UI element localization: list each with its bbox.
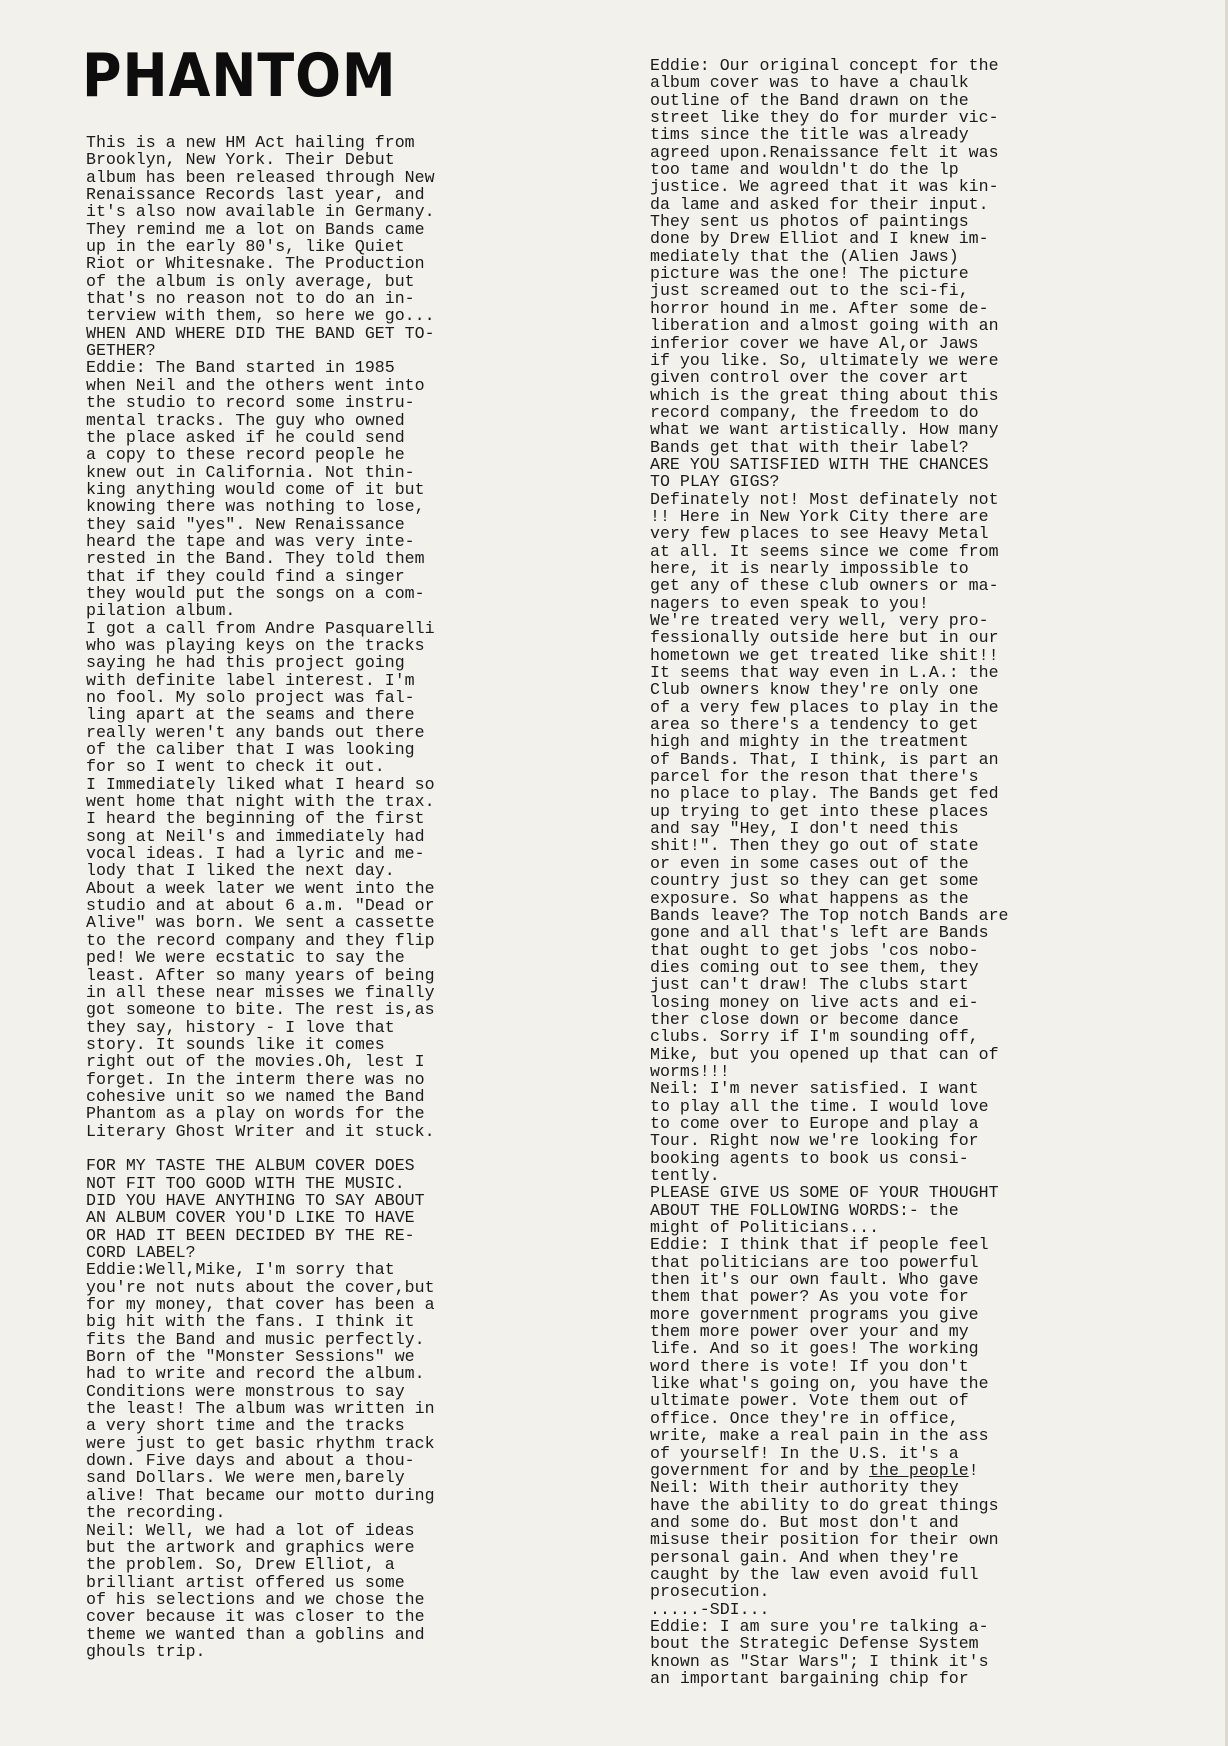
text-line: Eddie:Well,Mike, I'm sorry that <box>86 1260 395 1280</box>
text-line: shit!". Then they go out of state <box>650 836 979 856</box>
text-line: that if they could find a singer <box>86 566 405 586</box>
text-line: prosecution. <box>650 1582 770 1602</box>
text-line: CORD LABEL? <box>86 1243 196 1262</box>
text-line: DID YOU HAVE ANYTHING TO SAY ABOUT <box>86 1190 425 1210</box>
text-line: of yourself! In the U.S. it's a <box>650 1443 959 1463</box>
text-line: theme we wanted than a goblins and <box>86 1624 425 1644</box>
text-line: or even in some cases out of the <box>650 853 969 873</box>
text-line: pilation album. <box>86 601 236 621</box>
text-line: ultimate power. Vote them out of <box>650 1391 969 1411</box>
text-line: knew out in California. Not thin- <box>86 462 415 482</box>
text-line: had to write and record the album. <box>86 1364 425 1384</box>
text-line: the place asked if he could send <box>86 427 405 447</box>
text-line: at all. It seems since we come from <box>650 541 999 561</box>
text-line: Brooklyn, New York. Their Debut <box>86 150 395 170</box>
text-line: lody that I liked the next day. <box>86 861 395 881</box>
text-line: just can't draw! The clubs start <box>650 975 969 995</box>
text-line: album cover was to have a chaulk <box>650 73 969 93</box>
text-line: given control over the cover art <box>650 368 969 388</box>
text-line: clubs. Sorry if I'm sounding off, <box>650 1027 979 1047</box>
text-line: what we want artistically. How many <box>650 420 999 440</box>
text-line: for my money, that cover has been a <box>86 1295 435 1315</box>
text-line: worms!!! <box>650 1061 730 1081</box>
text-line: da lame and asked for their input. <box>650 194 989 214</box>
text-line: This is a new HM Act hailing from <box>86 133 415 152</box>
text-line: outline of the Band drawn on the <box>650 90 969 110</box>
text-line: TO PLAY GIGS? <box>650 472 780 492</box>
left-column <box>86 134 486 1660</box>
text-line: .....-SDI... <box>650 1599 770 1619</box>
text-line: booking agents to book us consi- <box>650 1148 969 1168</box>
text-line: terview with them, so here we go... <box>86 306 435 326</box>
text-line: !! Here in New York City there are <box>650 506 989 526</box>
text-line: Riot or Whitesnake. The Production <box>86 254 425 274</box>
text-line: Neil: With their authority they <box>650 1478 959 1498</box>
text-line: down. Five days and about a thou- <box>86 1451 415 1471</box>
text-line: dies coming out to see them, they <box>650 957 979 977</box>
text-line: big hit with the fans. I think it <box>86 1312 415 1332</box>
text-line: of the caliber that I was looking <box>86 740 415 760</box>
text-line: king anything would come of it but <box>86 479 425 499</box>
text-line: It seems that way even in L.A.: the <box>650 663 999 683</box>
text-line: Bands get that with their label? <box>650 437 969 457</box>
text-line: album has been released through New <box>86 167 435 187</box>
text-line: Eddie: I am sure you're talking a- <box>650 1616 989 1636</box>
text-line: parcel for the reson that there's <box>650 767 979 787</box>
text-line: justice. We agreed that it was kin- <box>650 177 999 197</box>
text-line: might of Politicians... <box>650 1218 880 1238</box>
text-line: they said "yes". New Renaissance <box>86 514 405 534</box>
text-line: no fool. My solo project was fal- <box>86 688 415 707</box>
text-line: tently. <box>650 1166 720 1185</box>
text-line: sand Dollars. We were men,barely <box>86 1468 405 1488</box>
text-line: saying he had this project going <box>86 653 405 673</box>
text-line: street like they do for murder vic- <box>650 108 999 128</box>
text-line: nagers to even speak to you! <box>650 593 929 613</box>
text-line: AN ALBUM COVER YOU'D LIKE TO HAVE <box>86 1208 415 1228</box>
text-line: I heard the beginning of the first <box>86 809 425 829</box>
text-line: really weren't any bands out there <box>86 722 425 742</box>
text-line: of his selections and we chose the <box>86 1589 425 1609</box>
text-line: with definite label interest. I'm <box>86 670 415 690</box>
text-line: if you like. So, ultimately we were <box>650 350 999 370</box>
text-line: story. It sounds like it comes <box>86 1034 385 1054</box>
text-line: mediately that the (Alien Jaws) <box>650 246 959 266</box>
text-line: up trying to get into these places <box>650 801 989 821</box>
text-line: Mike, but you opened up that can of <box>650 1044 999 1064</box>
text-line: the problem. So, Drew Elliot, a <box>86 1555 395 1575</box>
text-line: right out of the movies.Oh, lest I <box>86 1052 425 1072</box>
text-line: which is the great thing about this <box>650 385 999 405</box>
text-line: caught by the law even avoid full <box>650 1564 979 1584</box>
text-line: the least! The album was written in <box>86 1399 435 1419</box>
text-line: the recording. <box>86 1503 226 1523</box>
text-line: GETHER? <box>86 341 156 361</box>
text-line: a very short time and the tracks <box>86 1416 405 1436</box>
text-line: WHEN AND WHERE DID THE BAND GET TO- <box>86 323 435 343</box>
text-line: song at Neil's and immediately had <box>86 826 425 846</box>
text-line: ped! We were ecstatic to say the <box>86 948 405 968</box>
text-line: you're not nuts about the cover,but <box>86 1277 435 1297</box>
text-line: Alive" was born. We sent a cassette <box>86 913 435 933</box>
text-line: very few places to see Heavy Metal <box>650 524 989 544</box>
text-line: Eddie: I think that if people feel <box>650 1235 989 1255</box>
text-line: ARE YOU SATISFIED WITH THE CHANCES <box>650 454 989 474</box>
text-line: they would put the songs on a com- <box>86 583 425 603</box>
text-line: but the artwork and graphics were <box>86 1537 415 1557</box>
text-line: to play all the time. I would love <box>650 1096 989 1116</box>
text-line: the studio to record some instru- <box>86 393 415 413</box>
text-line: alive! That became our motto during <box>86 1485 435 1505</box>
text-line: liberation and almost going with an <box>650 316 999 336</box>
text-line: of the album is only average, but <box>86 271 415 291</box>
text-line: a copy to these record people he <box>86 445 405 465</box>
text-line: Neil: I'm never satisfied. I want <box>650 1079 979 1099</box>
text-line: Phantom as a play on words for the <box>86 1104 425 1124</box>
text-line: too tame and wouldn't do the lp <box>650 160 959 180</box>
text-line: About a week later we went into the <box>86 878 435 898</box>
text-line: Born of the "Monster Sessions" we <box>86 1347 415 1367</box>
text-line: NOT FIT TOO GOOD WITH THE MUSIC. <box>86 1173 405 1193</box>
text-line: got someone to bite. The rest is,as <box>86 1000 435 1020</box>
text-line: to the record company and they flip <box>86 930 435 950</box>
text-line: ling apart at the seams and there <box>86 705 415 725</box>
text-line: country just so they can get some <box>650 871 979 891</box>
text-line: done by Drew Elliot and I knew im- <box>650 229 989 249</box>
text-line: cover because it was closer to the <box>86 1607 425 1627</box>
text-line: mental tracks. The guy who owned <box>86 410 405 430</box>
text-line: Literary Ghost Writer and it stuck. <box>86 1121 435 1141</box>
text-line: ghouls trip. <box>86 1641 206 1661</box>
text-line: Neil: Well, we had a lot of ideas <box>86 1520 415 1540</box>
text-line: inferior cover we have Al,or Jaws <box>650 333 979 353</box>
text-line: They remind me a lot on Bands came <box>86 219 425 239</box>
text-line: forget. In the interm there was no <box>86 1069 425 1089</box>
text-line: like what's going on, you have the <box>650 1374 989 1394</box>
text-line: up in the early 80's, like Quiet <box>86 237 405 257</box>
text-line: Renaissance Records last year, and <box>86 185 425 205</box>
text-line: who was playing keys on the tracks <box>86 635 425 655</box>
text-line: just screamed out to the sci-fi, <box>650 281 969 301</box>
text-line: area so there's a tendency to get <box>650 715 979 735</box>
text-line: agreed upon.Renaissance felt it was <box>650 142 999 162</box>
text-line: heard the tape and was very inte- <box>86 531 415 551</box>
text-line: of Bands. That, I think, is part an <box>650 749 999 769</box>
text-line: it's also now available in Germany. <box>86 202 435 222</box>
text-line: they say, history - I love that <box>86 1017 395 1037</box>
text-line: more government programs you give <box>650 1304 979 1324</box>
text-line: government for and by the people! <box>650 1460 979 1480</box>
text-line: FOR MY TASTE THE ALBUM COVER DOES <box>86 1156 415 1176</box>
text-line: Conditions were monstrous to say <box>86 1381 405 1401</box>
text-line: cohesive unit so we named the Band <box>86 1086 425 1106</box>
text-line: for so I went to check it out. <box>86 757 385 777</box>
text-line: They sent us photos of paintings <box>650 212 969 232</box>
text-line: word there is vote! If you don't <box>650 1356 969 1376</box>
text-line: that ought to get jobs 'cos nobo- <box>650 940 979 960</box>
text-line: Club owners know they're only one <box>650 680 979 700</box>
text-line: of a very few places to play in the <box>650 697 999 717</box>
text-line: here, it is nearly impossible to <box>650 558 969 578</box>
text-line: high and mighty in the treatment <box>650 732 969 752</box>
text-line: hometown we get treated like shit!! <box>650 645 999 665</box>
text-line: personal gain. And when they're <box>650 1547 959 1567</box>
text-line: fits the Band and music perfectly. <box>86 1329 425 1349</box>
text-line: no place to play. The Bands get fed <box>650 784 999 804</box>
text-line: Definately not! Most definately not <box>650 489 999 509</box>
right-column <box>650 57 1050 1687</box>
text-line: horror hound in me. After some de- <box>650 298 989 318</box>
text-line: when Neil and the others went into <box>86 375 425 395</box>
text-line: office. Once they're in office, <box>650 1408 959 1428</box>
text-line: knowing there was nothing to lose, <box>86 497 425 517</box>
text-line: them that power? As you vote for <box>650 1287 969 1307</box>
text-line: bout the Strategic Defense System <box>650 1634 979 1654</box>
text-line: I Immediately liked what I heard so <box>86 774 435 794</box>
text-line: picture was the one! The picture <box>650 264 969 284</box>
text-line: tims since the title was already <box>650 125 969 145</box>
text-line: rested in the Band. They told them <box>86 549 425 569</box>
text-line: and say "Hey, I don't need this <box>650 819 959 839</box>
text-line: Eddie: Our original concept for the <box>650 56 999 75</box>
text-line: to come over to Europe and play a <box>650 1113 979 1133</box>
text-line: that's no reason not to do an in- <box>86 289 415 309</box>
text-line: have the ability to do great things <box>650 1495 999 1515</box>
text-line: ther close down or become dance <box>650 1009 959 1029</box>
text-line <box>86 1140 486 1157</box>
article-title: PHANTOM <box>82 41 397 111</box>
text-line: losing money on live acts and ei- <box>650 992 979 1012</box>
text-line: gone and all that's left are Bands <box>650 923 989 943</box>
text-line: and some do. But most don't and <box>650 1512 959 1532</box>
text-line: life. And so it goes! The working <box>650 1339 979 1359</box>
text-line: went home that night with the trax. <box>86 792 435 812</box>
text-line: PLEASE GIVE US SOME OF YOUR THOUGHT <box>650 1183 999 1203</box>
text-line: in all these near misses we finally <box>86 982 435 1002</box>
text-line: record company, the freedom to do <box>650 402 979 422</box>
text-line: them more power over your and my <box>650 1322 969 1342</box>
text-line: ABOUT THE FOLLOWING WORDS:- the <box>650 1200 959 1220</box>
text-line: fessionally outside here but in our <box>650 628 999 648</box>
text-line: OR HAD IT BEEN DECIDED BY THE RE- <box>86 1225 415 1245</box>
text-line: known as "Star Wars"; I think it's <box>650 1651 989 1671</box>
text-line: exposure. So what happens as the <box>650 888 969 908</box>
text-line: Eddie: The Band started in 1985 <box>86 358 395 378</box>
text-line: brilliant artist offered us some <box>86 1572 405 1592</box>
text-line: vocal ideas. I had a lyric and me- <box>86 844 425 864</box>
text-line: that politicians are too powerful <box>650 1252 979 1272</box>
text-line: misuse their position for their own <box>650 1530 999 1550</box>
text-line: then it's our own fault. Who gave <box>650 1270 979 1290</box>
text-line: least. After so many years of being <box>86 965 435 985</box>
text-line: were just to get basic rhythm track <box>86 1433 435 1453</box>
text-line: get any of these club owners or ma- <box>650 576 999 596</box>
text-line: studio and at about 6 a.m. "Dead or <box>86 896 435 916</box>
text-line: I got a call from Andre Pasquarelli <box>86 618 435 638</box>
text-line: write, make a real pain in the ass <box>650 1426 989 1446</box>
text-line: Bands leave? The Top notch Bands are <box>650 905 1009 925</box>
text-line: Tour. Right now we're looking for <box>650 1131 979 1151</box>
text-line: We're treated very well, very pro- <box>650 611 989 630</box>
text-line: an important bargaining chip for <box>650 1668 969 1688</box>
